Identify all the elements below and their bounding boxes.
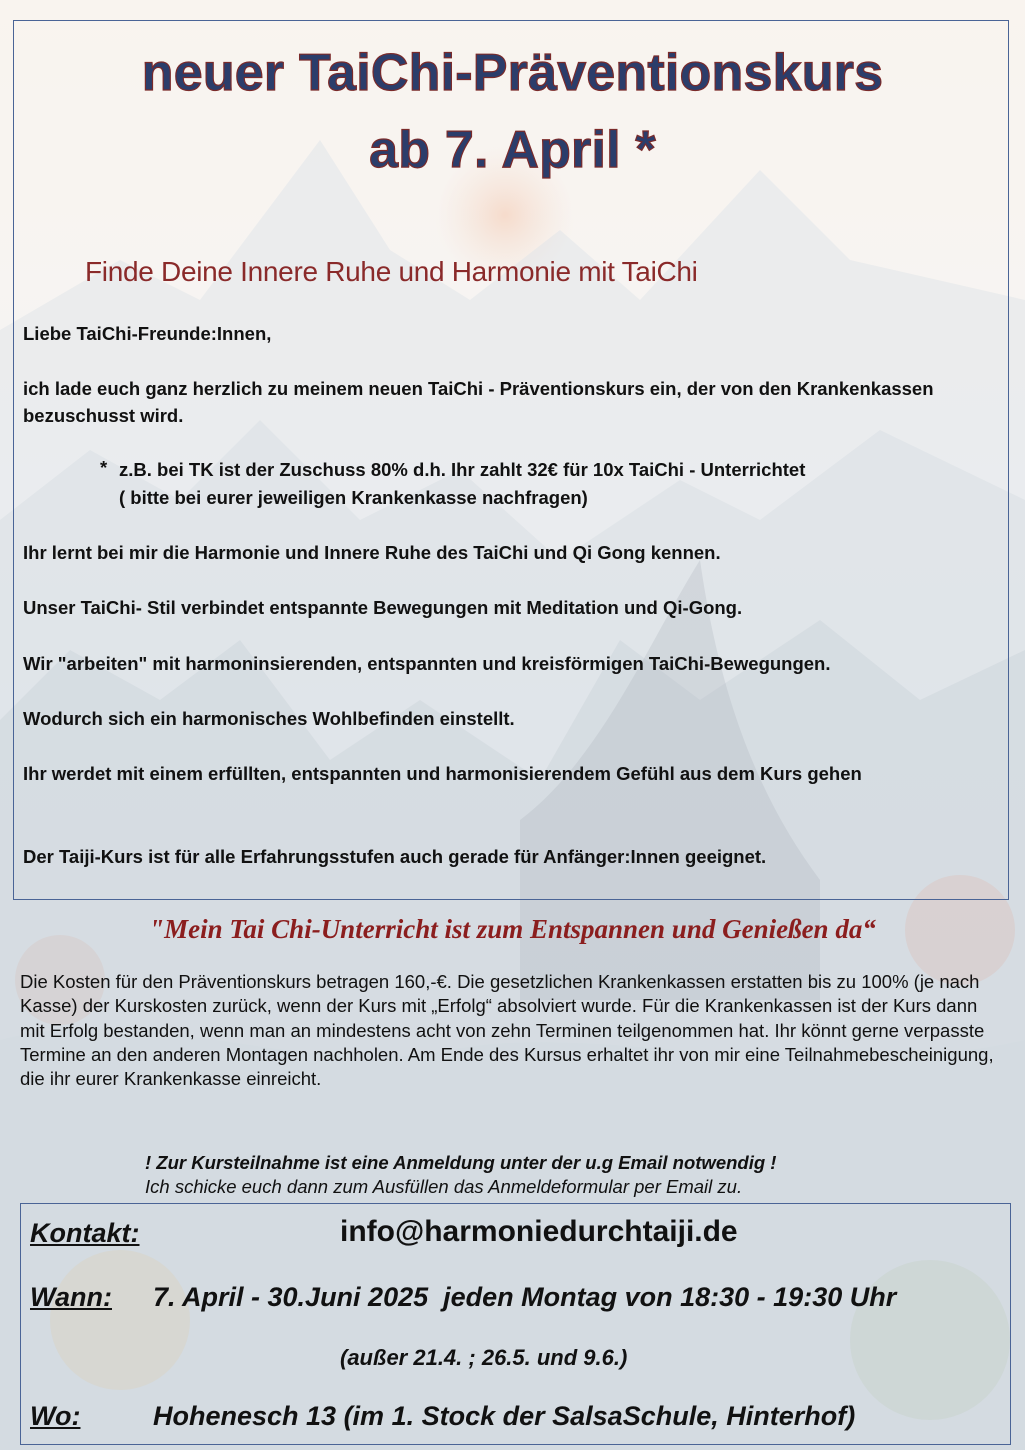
contact-email[interactable]: info@harmoniedurchtaiji.de xyxy=(340,1215,738,1248)
when-value: 7. April - 30.Juni 2025 jeden Montag von 18:30 - 19:30 Uhr xyxy=(153,1282,897,1312)
registration-notice: ! Zur Kursteilnahme ist eine Anmeldung unter der u.g Email notwendig ! xyxy=(145,1152,777,1173)
greeting: Liebe TaiChi-Freunde:Innen, xyxy=(23,323,272,344)
paragraph-style: Unser TaiChi- Stil verbindet entspannte Bewegungen mit Meditation und Qi-Gong. xyxy=(23,597,743,618)
paragraph-feeling: Ihr werdet mit einem erfüllten, entspannten und harmonisierendem Gefühl aus dem Kurs gehen xyxy=(23,763,862,784)
excluded-dates: (außer 21.4. ; 26.5. und 9.6.) xyxy=(340,1345,628,1370)
when-label: Wann: xyxy=(30,1282,112,1312)
footnote-line2: ( bitte bei eurer jeweiligen Krankenkasse nachfragen) xyxy=(119,487,588,508)
contact-label: Kontakt: xyxy=(30,1218,140,1248)
paragraph-wellbeing: Wodurch sich ein harmonisches Wohlbefinden einstellt. xyxy=(23,708,515,729)
quote: "Mein Tai Chi-Unterricht ist zum Entspannen und Genießen da“ xyxy=(149,914,876,944)
registration-info: Ich schicke euch dann zum Ausfüllen das Anmeldeformular per Email zu. xyxy=(145,1176,743,1197)
where-value: Hohenesch 13 (im 1. Stock der SalsaSchule, Hinterhof) xyxy=(153,1401,856,1431)
paragraph-movements: Wir "arbeiten" mit harmoninsierenden, entspannten und kreisförmigen TaiChi-Bewegungen. xyxy=(23,653,831,674)
page-title-line1: neuer TaiChi-Präventionskurs xyxy=(141,44,884,102)
where-label: Wo: xyxy=(30,1401,81,1431)
paragraph-levels: Der Taiji-Kurs ist für alle Erfahrungsstufen auch gerade für Anfänger:Innen geeignet. xyxy=(23,846,767,867)
footnote-star: * xyxy=(100,457,108,478)
page-title-line2: ab 7. April * xyxy=(369,121,656,179)
invitation-paragraph: ich lade euch ganz herzlich zu meinem neuen TaiChi - Präventionskurs ein, der von den Krankenkassen bezuschusst wird. xyxy=(23,378,934,426)
page-subtitle: Finde Deine Innere Ruhe und Harmonie mit TaiChi xyxy=(85,256,698,287)
footnote-line1: z.B. bei TK ist der Zuschuss 80% d.h. Ihr zahlt 32€ für 10x TaiChi - Unterrichtet xyxy=(119,459,806,480)
paragraph-harmony: Ihr lernt bei mir die Harmonie und Innere Ruhe des TaiChi und Qi Gong kennen. xyxy=(23,542,721,563)
costs-paragraph: Die Kosten für den Präventionskurs betragen 160,-€. Die gesetzlichen Krankenkassen erstatten bis zu 100% (je nach Kasse) der Kurskosten zurück, wenn der Kurs mit „Erfolg“ absolviert wurde. Für die Krankenkassen ist der Kurs dann mit Erfolg bestanden, wenn man an mindestens acht von zehn Terminen teilgenommen hat. Ihr könnt gerne verpasste Termine an den anderen Montagen nachholen. Am Ende des Kursus erhaltet ihr von mir eine Teilnahmebescheinigung, die ihr eurer Krankenkasse einreicht. xyxy=(20,971,994,1090)
